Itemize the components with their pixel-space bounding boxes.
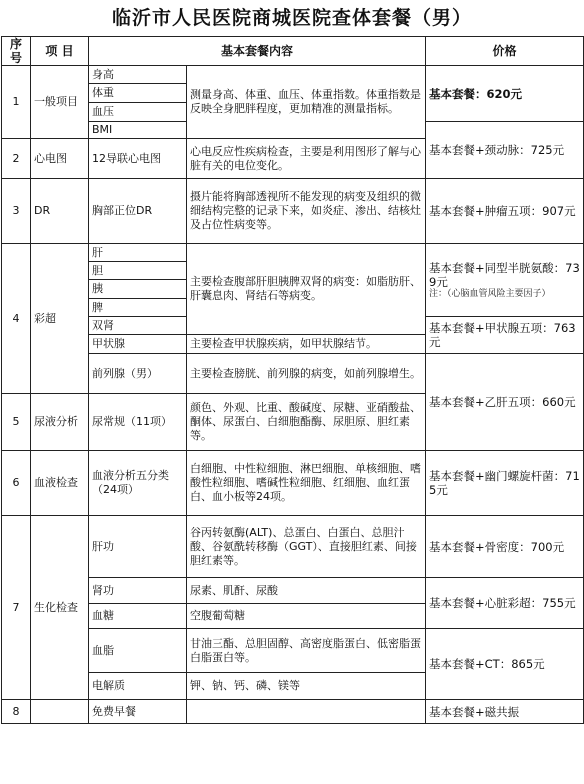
- table-row: [2, 700, 584, 724]
- header-content: 基本套餐内容: [89, 37, 426, 66]
- content-cell: 摄片能将胸部透视所不能发现的病变及组织的微细结构完整的记录下来，如炎症、渗出、结核灶及占位性病变等。: [187, 179, 426, 244]
- sub-item: 免费早餐: [89, 700, 187, 724]
- item-name: 彩超: [31, 244, 89, 394]
- sub-item: 电解质: [89, 673, 187, 700]
- sub-item: 胰: [89, 280, 187, 299]
- table-row: [2, 451, 584, 516]
- content-cell: 测量身高、体重、血压、体重指数。体重指数是反映全身肥胖程度，更加精准的测量指标。: [187, 66, 426, 139]
- header-no: 序号: [2, 37, 31, 66]
- sub-item: 脾: [89, 299, 187, 317]
- sub-item: 双肾: [89, 317, 187, 335]
- sub-item: 肾功: [89, 578, 187, 604]
- row-number: 1: [2, 66, 31, 139]
- sub-item: 尿常规（11项）: [89, 394, 187, 451]
- content-cell: 颜色、外观、比重、酸碱度、尿糖、亚硝酸盐、酮体、尿蛋白、白细胞酯酶、尿胆原、胆红素等。: [187, 394, 426, 451]
- package-table: [1, 36, 584, 724]
- item-name: [31, 700, 89, 724]
- price-cell: 基本套餐+骨密度：700元: [426, 516, 584, 578]
- sub-item: 前列腺（男）: [89, 354, 187, 394]
- content-cell: 谷丙转氨酶(ALT)、总蛋白、白蛋白、总胆汁酸、谷氨酰转移酶（GGT）、直接胆红素、间接胆红素等。: [187, 516, 426, 578]
- item-name: 心电图: [31, 139, 89, 179]
- header-price: 价格: [426, 37, 584, 66]
- content-cell: 尿素、肌酐、尿酸: [187, 578, 426, 604]
- price-cell: 基本套餐+CT：865元: [426, 629, 584, 700]
- row-number: 2: [2, 139, 31, 179]
- table-row: [2, 578, 584, 604]
- item-name: 生化检查: [31, 516, 89, 700]
- price-cell: 基本套餐+颈动脉：725元: [426, 122, 584, 179]
- row-number: 3: [2, 179, 31, 244]
- content-cell: 空腹葡萄糖: [187, 604, 426, 629]
- table-row: [2, 629, 584, 673]
- price-cell: 基本套餐+心脏彩超：755元: [426, 578, 584, 629]
- content-cell: 白细胞、中性粒细胞、淋巴细胞、单核细胞、嗜酸性粒细胞、嗜碱性粒细胞、红细胞、血红蛋白、血小板等24项。: [187, 451, 426, 516]
- price-cell: 基本套餐+肿瘤五项：907元: [426, 179, 584, 244]
- header-item: 项 目: [31, 37, 89, 66]
- sub-item: 12导联心电图: [89, 139, 187, 179]
- sub-item: 体重: [89, 84, 187, 103]
- item-name: 尿液分析: [31, 394, 89, 451]
- row-number: 7: [2, 516, 31, 700]
- price-cell: 基本套餐+甲状腺五项：763元: [426, 317, 584, 354]
- content-cell: 钾、钠、钙、磷、镁等: [187, 673, 426, 700]
- sub-item: 肝功: [89, 516, 187, 578]
- price-cell: 基本套餐：620元: [426, 66, 584, 122]
- table-row: [2, 179, 584, 244]
- content-cell: 主要检查腹部肝胆胰脾双肾的病变：如脂肪肝、肝囊息肉、肾结石等病变。: [187, 244, 426, 335]
- price-note: 注：（心脑血管风险主要因子）: [429, 288, 551, 299]
- sub-item: 身高: [89, 66, 187, 84]
- sub-item: 胆: [89, 262, 187, 280]
- header-row: [2, 37, 584, 66]
- page-title: 临沂市人民医院商城医院查体套餐（男）: [111, 7, 472, 29]
- sub-item: 甲状腺: [89, 335, 187, 354]
- item-name: 血液检查: [31, 451, 89, 516]
- row-number: 6: [2, 451, 31, 516]
- price-cell: 基本套餐+幽门螺旋杆菌：715元: [426, 451, 584, 516]
- sub-item: 血脂: [89, 629, 187, 673]
- sub-item: 肝: [89, 244, 187, 262]
- price-cell: 基本套餐+磁共振: [426, 700, 584, 724]
- price-cell: [426, 244, 584, 317]
- content-cell: [187, 700, 426, 724]
- table-row: [2, 244, 584, 262]
- content-cell: 甘油三酯、总胆固醇、高密度脂蛋白、低密脂蛋白脂蛋白等。: [187, 629, 426, 673]
- table-row: [2, 66, 584, 84]
- sub-item: 血糖: [89, 604, 187, 629]
- item-name: 一般项目: [31, 66, 89, 139]
- row-number: 5: [2, 394, 31, 451]
- row-number: 4: [2, 244, 31, 394]
- sub-item: 胸部正位DR: [89, 179, 187, 244]
- content-cell: 心电反应性疾病检查，主要是利用图形了解与心脏有关的电位变化。: [187, 139, 426, 179]
- price-cell: 基本套餐+乙肝五项：660元: [426, 354, 584, 451]
- table-row: [2, 354, 584, 394]
- row-number: 8: [2, 700, 31, 724]
- content-cell: 主要检查甲状腺疾病，如甲状腺结节。: [187, 335, 426, 354]
- sub-item: 血液分析五分类（24项）: [89, 451, 187, 516]
- sub-item: 血压: [89, 103, 187, 122]
- content-cell: 主要检查膀胱、前列腺的病变，如前列腺增生。: [187, 354, 426, 394]
- price-text: 基本套餐+同型半胱氨酸：739元: [429, 260, 580, 289]
- sub-item: BMI: [89, 122, 187, 139]
- table-row: [2, 516, 584, 578]
- item-name: DR: [31, 179, 89, 244]
